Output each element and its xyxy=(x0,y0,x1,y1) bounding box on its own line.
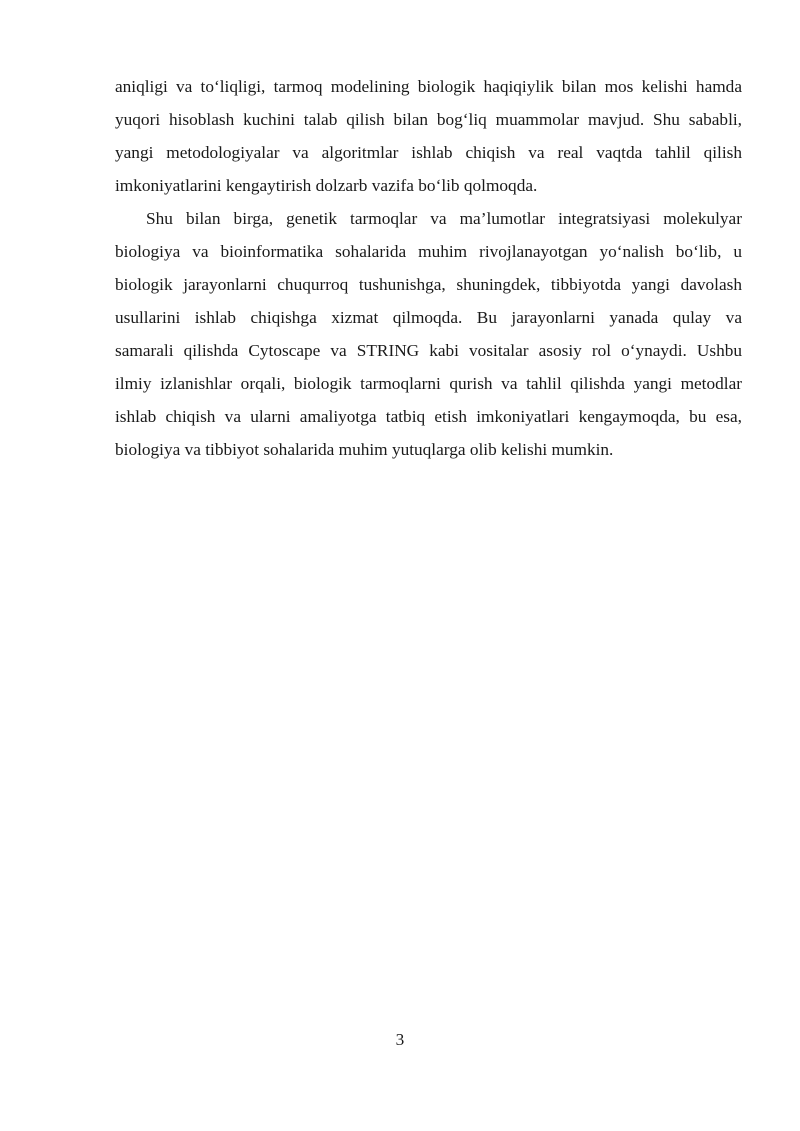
paragraph-line: yangi metodologiyalar va algoritmlar ishlab chiqish va real vaqtda tahlil qilish xyxy=(115,143,742,162)
paragraph-line: usullarini ishlab chiqishga xizmat qilmoqda. Bu jarayonlarni yanada qulay va xyxy=(115,308,742,327)
paragraph-line: biologik jarayonlarni chuqurroq tushunishga, shuningdek, tibbiyotda yangi davolash xyxy=(115,275,742,294)
paragraph-line: ilmiy izlanishlar orqali, biologik tarmoqlarni qurish va tahlil qilishda yangi metodlar xyxy=(115,374,742,393)
paragraph-line: Shu bilan birga, genetik tarmoqlar va ma’lumotlar integratsiyasi molekulyar xyxy=(146,209,742,228)
paragraph-line: imkoniyatlarini kengaytirish dolzarb vazifa bo‘lib qolmoqda. xyxy=(115,176,538,195)
text-body xyxy=(115,70,742,466)
paragraph-1 xyxy=(115,70,742,202)
paragraph-line: ishlab chiqish va ularni amaliyotga tatbiq etish imkoniyatlari kengaymoqda, bu esa, xyxy=(115,407,742,426)
paragraph-line: biologiya va bioinformatika sohalarida muhim rivojlanayotgan yo‘nalish bo‘lib, u xyxy=(115,242,742,261)
paragraph-line: samarali qilishda Cytoscape va STRING kabi vositalar asosiy rol o‘ynaydi. Ushbu xyxy=(115,341,742,360)
paragraph-line: biologiya va tibbiyot sohalarida muhim yutuqlarga olib kelishi mumkin. xyxy=(115,440,614,459)
page-number: 3 xyxy=(395,1030,405,1049)
paragraph-line: aniqligi va to‘liqligi, tarmoq modelining biologik haqiqiylik bilan mos kelishi hamda xyxy=(115,77,742,96)
paragraph-2 xyxy=(115,202,742,466)
paragraph-line: yuqori hisoblash kuchini talab qilish bilan bog‘liq muammolar mavjud. Shu sababli, xyxy=(115,110,742,129)
